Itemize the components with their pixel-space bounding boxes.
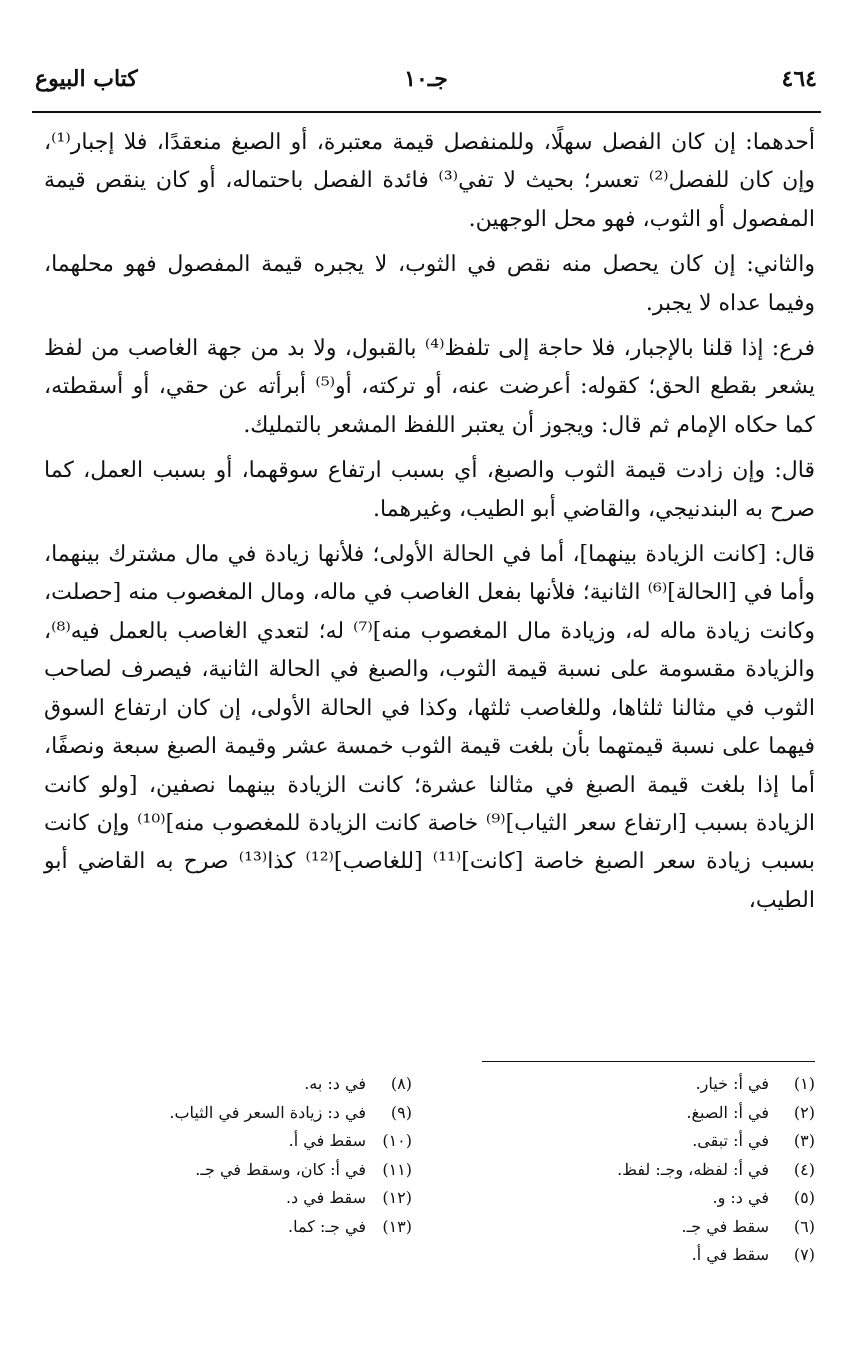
paragraph: قال: وإن زادت قيمة الثوب والصبغ، أي بسبب ارتفاع سوقهما، أو بسبب العمل، كما صرح به البندنيجي، والقاضي أبو الطيب، وغيرهما. <box>44 458 815 522</box>
footnote-number: (٧) <box>793 1245 815 1264</box>
footnote-number: (٥) <box>793 1188 815 1207</box>
footnote <box>425 1184 815 1213</box>
footnote-text: في أ: الصبغ. <box>686 1102 769 1122</box>
footnote-number: (١) <box>793 1074 815 1093</box>
footnote-rule <box>482 1061 815 1062</box>
main-text <box>44 124 815 927</box>
paragraph: قال: [كانت الزيادة بينهما]، أما في الحالة الأولى؛ فلأنها زيادة في مال مشترك بينهما، وأما في [الحالة]⁽⁶⁾ الثانية؛ فلأنها بفعل الغاصب في ماله، ومال المغصوب منه [حصلت، وكانت زيادة ماله له، وزيادة مال المغصوب منه]⁽⁷⁾ له؛ لتعدي الغاصب بالعمل فيه⁽⁸⁾، والزيادة مقسومة على نسبة قيمة الثوب، والصبغ في الحالة الثانية، فيصرف لصاحب الثوب في مثالنا ثلثاها، وللغاصب ثلثها، وكذا في الحالة الأولى، إن كان ارتفاع السوق فيهما على نسبة قيمتهما بأن بلغت قيمة الثوب خمسة عشر وقيمة الصبغ سبعة ونصفًا، أما إذا بلغت قيمة الصبغ في مثالنا عشرة؛ كانت الزيادة بينهما نصفين، [ولو كانت الزيادة بسبب [ارتفاع سعر الثياب]⁽⁹⁾ خاصة كانت الزيادة للمغصوب منه]⁽¹⁰⁾ وإن كانت بسبب زيادة سعر الصبغ خاصة [كانت]⁽¹¹⁾ [للغاصب]⁽¹²⁾ كذا⁽¹³⁾ صرح به القاضي أبو الطيب، <box>44 542 815 913</box>
footnote-text: سقط في جـ. <box>681 1216 769 1236</box>
footnotes-left-column <box>42 1070 412 1241</box>
footnote-text: في د: و. <box>712 1188 769 1207</box>
footnote <box>425 1213 815 1242</box>
footnote <box>42 1184 412 1213</box>
footnote <box>42 1127 412 1156</box>
footnote-text: في جـ: كما. <box>288 1216 366 1236</box>
footnote-number: (٨) <box>390 1074 412 1093</box>
footnote-text: سقط في أ. <box>691 1245 769 1264</box>
footnote <box>425 1156 815 1185</box>
footnote-text: سقط في د. <box>285 1188 366 1207</box>
book-title: كتاب البيوع <box>35 66 138 92</box>
footnote <box>42 1099 412 1128</box>
header-rule <box>32 111 821 113</box>
paragraph: والثاني: إن كان يحصل منه نقص في الثوب، لا يجبره قيمة المفصول فهو محلهما، وفيما عداه لا يجبر. <box>44 252 815 316</box>
footnote-text: في د: به. <box>304 1074 366 1093</box>
footnote-number: (١٠) <box>382 1131 412 1150</box>
footnote-text: في أ: خيار. <box>695 1074 769 1093</box>
footnote <box>425 1099 815 1128</box>
footnote-text: في أ: لفظه، وجـ: لفظ. <box>617 1159 769 1179</box>
footnotes-right-column <box>425 1070 815 1270</box>
footnote-number: (٩) <box>390 1102 412 1122</box>
footnote-text: في أ: تبقى. <box>692 1131 769 1150</box>
footnote <box>425 1127 815 1156</box>
footnote-number: (١٣) <box>382 1216 412 1236</box>
volume-label: جـ١٠ <box>404 66 448 92</box>
page-number: ٤٦٤ <box>781 66 817 92</box>
footnote <box>42 1213 412 1242</box>
footnote-number: (٢) <box>793 1102 815 1122</box>
footnote <box>425 1070 815 1099</box>
paragraph: أحدهما: إن كان الفصل سهلًا، وللمنفصل قيمة معتبرة، أو الصبغ منعقدًا، فلا إجبار⁽¹⁾، وإن كان للفصل⁽²⁾ تعسر؛ بحيث لا تفي⁽³⁾ فائدة الفصل باحتماله، أو كان ينقص قيمة المفصول أو الثوب، فهو محل الوجهين. <box>44 130 815 232</box>
footnote-text: سقط في أ. <box>288 1131 366 1150</box>
footnote-text: في أ: كان، وسقط في جـ. <box>195 1159 366 1179</box>
page-header <box>35 66 817 106</box>
footnote-number: (١١) <box>382 1159 412 1179</box>
footnote <box>425 1241 815 1270</box>
footnote <box>42 1156 412 1185</box>
footnote-number: (٣) <box>793 1131 815 1150</box>
footnote-text: في د: زيادة السعر في الثياب. <box>169 1102 366 1122</box>
footnote-number: (٤) <box>793 1159 815 1179</box>
paragraph: فرع: إذا قلنا بالإجبار، فلا حاجة إلى تلفظ⁽⁴⁾ بالقبول، ولا بد من جهة الغاصب من لفظ يشعر بقطع الحق؛ كقوله: أعرضت عنه، أو تركته، أو⁽⁵⁾ أبرأته عن حقي، أو أسقطته، كما حكاه الإمام ثم قال: ويجوز أن يعتبر اللفظ المشعر بالتمليك. <box>44 336 815 438</box>
footnote-number: (٦) <box>793 1216 815 1236</box>
footnote-number: (١٢) <box>382 1188 412 1207</box>
footnote <box>42 1070 412 1099</box>
